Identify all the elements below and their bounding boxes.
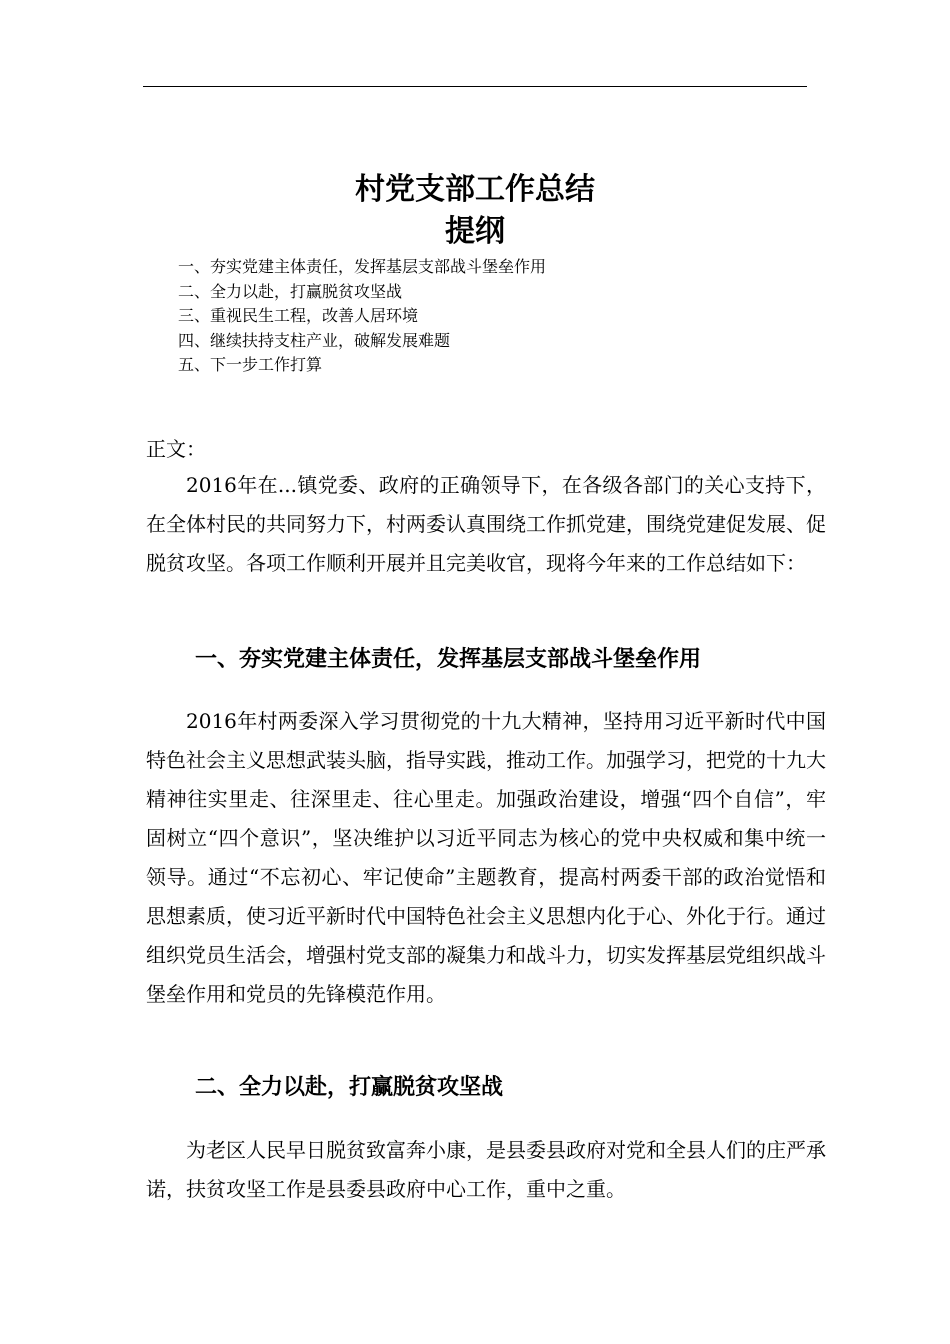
outline-item: 五、下一步工作打算 xyxy=(178,355,323,374)
body-label: 正文： xyxy=(146,437,206,461)
section-heading: 一、夯实党建主体责任，发挥基层支部战斗堡垒作用 xyxy=(195,647,702,672)
section-heading: 二、全力以赴，打赢脱贫攻坚战 xyxy=(195,1075,504,1100)
document-title: 村党支部工作总结 xyxy=(355,172,595,207)
outline-item: 一、夯实党建主体责任，发挥基层支部战斗堡垒作用 xyxy=(178,257,547,276)
section-paragraph: 2016年村两委深入学习贯彻党的十九大精神，坚持用习近平新时代中国特色社会主义思想武装头脑，指导实践，推动工作。加强学习，把党的十九大精神往实里走、往深里走、往心里走。加强政治建设，增强“四个自信”，牢固树立“四个意识”，坚决维护以习近平同志为核心的党中央权威和集中统一领导。通过“不忘初心、牢记使命”主题教育，提高村两委干部的政治觉悟和思想素质，使习近平新时代中国特色社会主义思想内化于心、外化于行。通过组织党员生活会，增强村党支部的凝集力和战斗力，切实发挥基层党组织战斗堡垒作用和党员的先锋模范作用。 xyxy=(146,709,826,1006)
outline-item: 四、继续扶持支柱产业，破解发展难题 xyxy=(178,330,451,350)
document-subtitle: 提纲 xyxy=(445,214,505,249)
outline-item: 三、重视民生工程，改善人居环境 xyxy=(178,306,419,325)
outline-list xyxy=(178,255,546,378)
header-rule xyxy=(143,86,807,87)
section-paragraph: 为老区人民早日脱贫致富奔小康，是县委县政府对党和全县人们的庄严承诺，扶贫攻坚工作是县委县政府中心工作，重中之重。 xyxy=(146,1138,826,1201)
intro-paragraph: 2016年在...镇党委、政府的正确领导下，在各级各部门的关心支持下，在全体村民的共同努力下，村两委认真围绕工作抓党建，围绕党建促发展、促脱贫攻坚。各项工作顺利开展并且完美收官，现将今年来的工作总结如下： xyxy=(146,473,826,575)
outline-item: 二、全力以赴，打赢脱贫攻坚战 xyxy=(178,281,403,301)
